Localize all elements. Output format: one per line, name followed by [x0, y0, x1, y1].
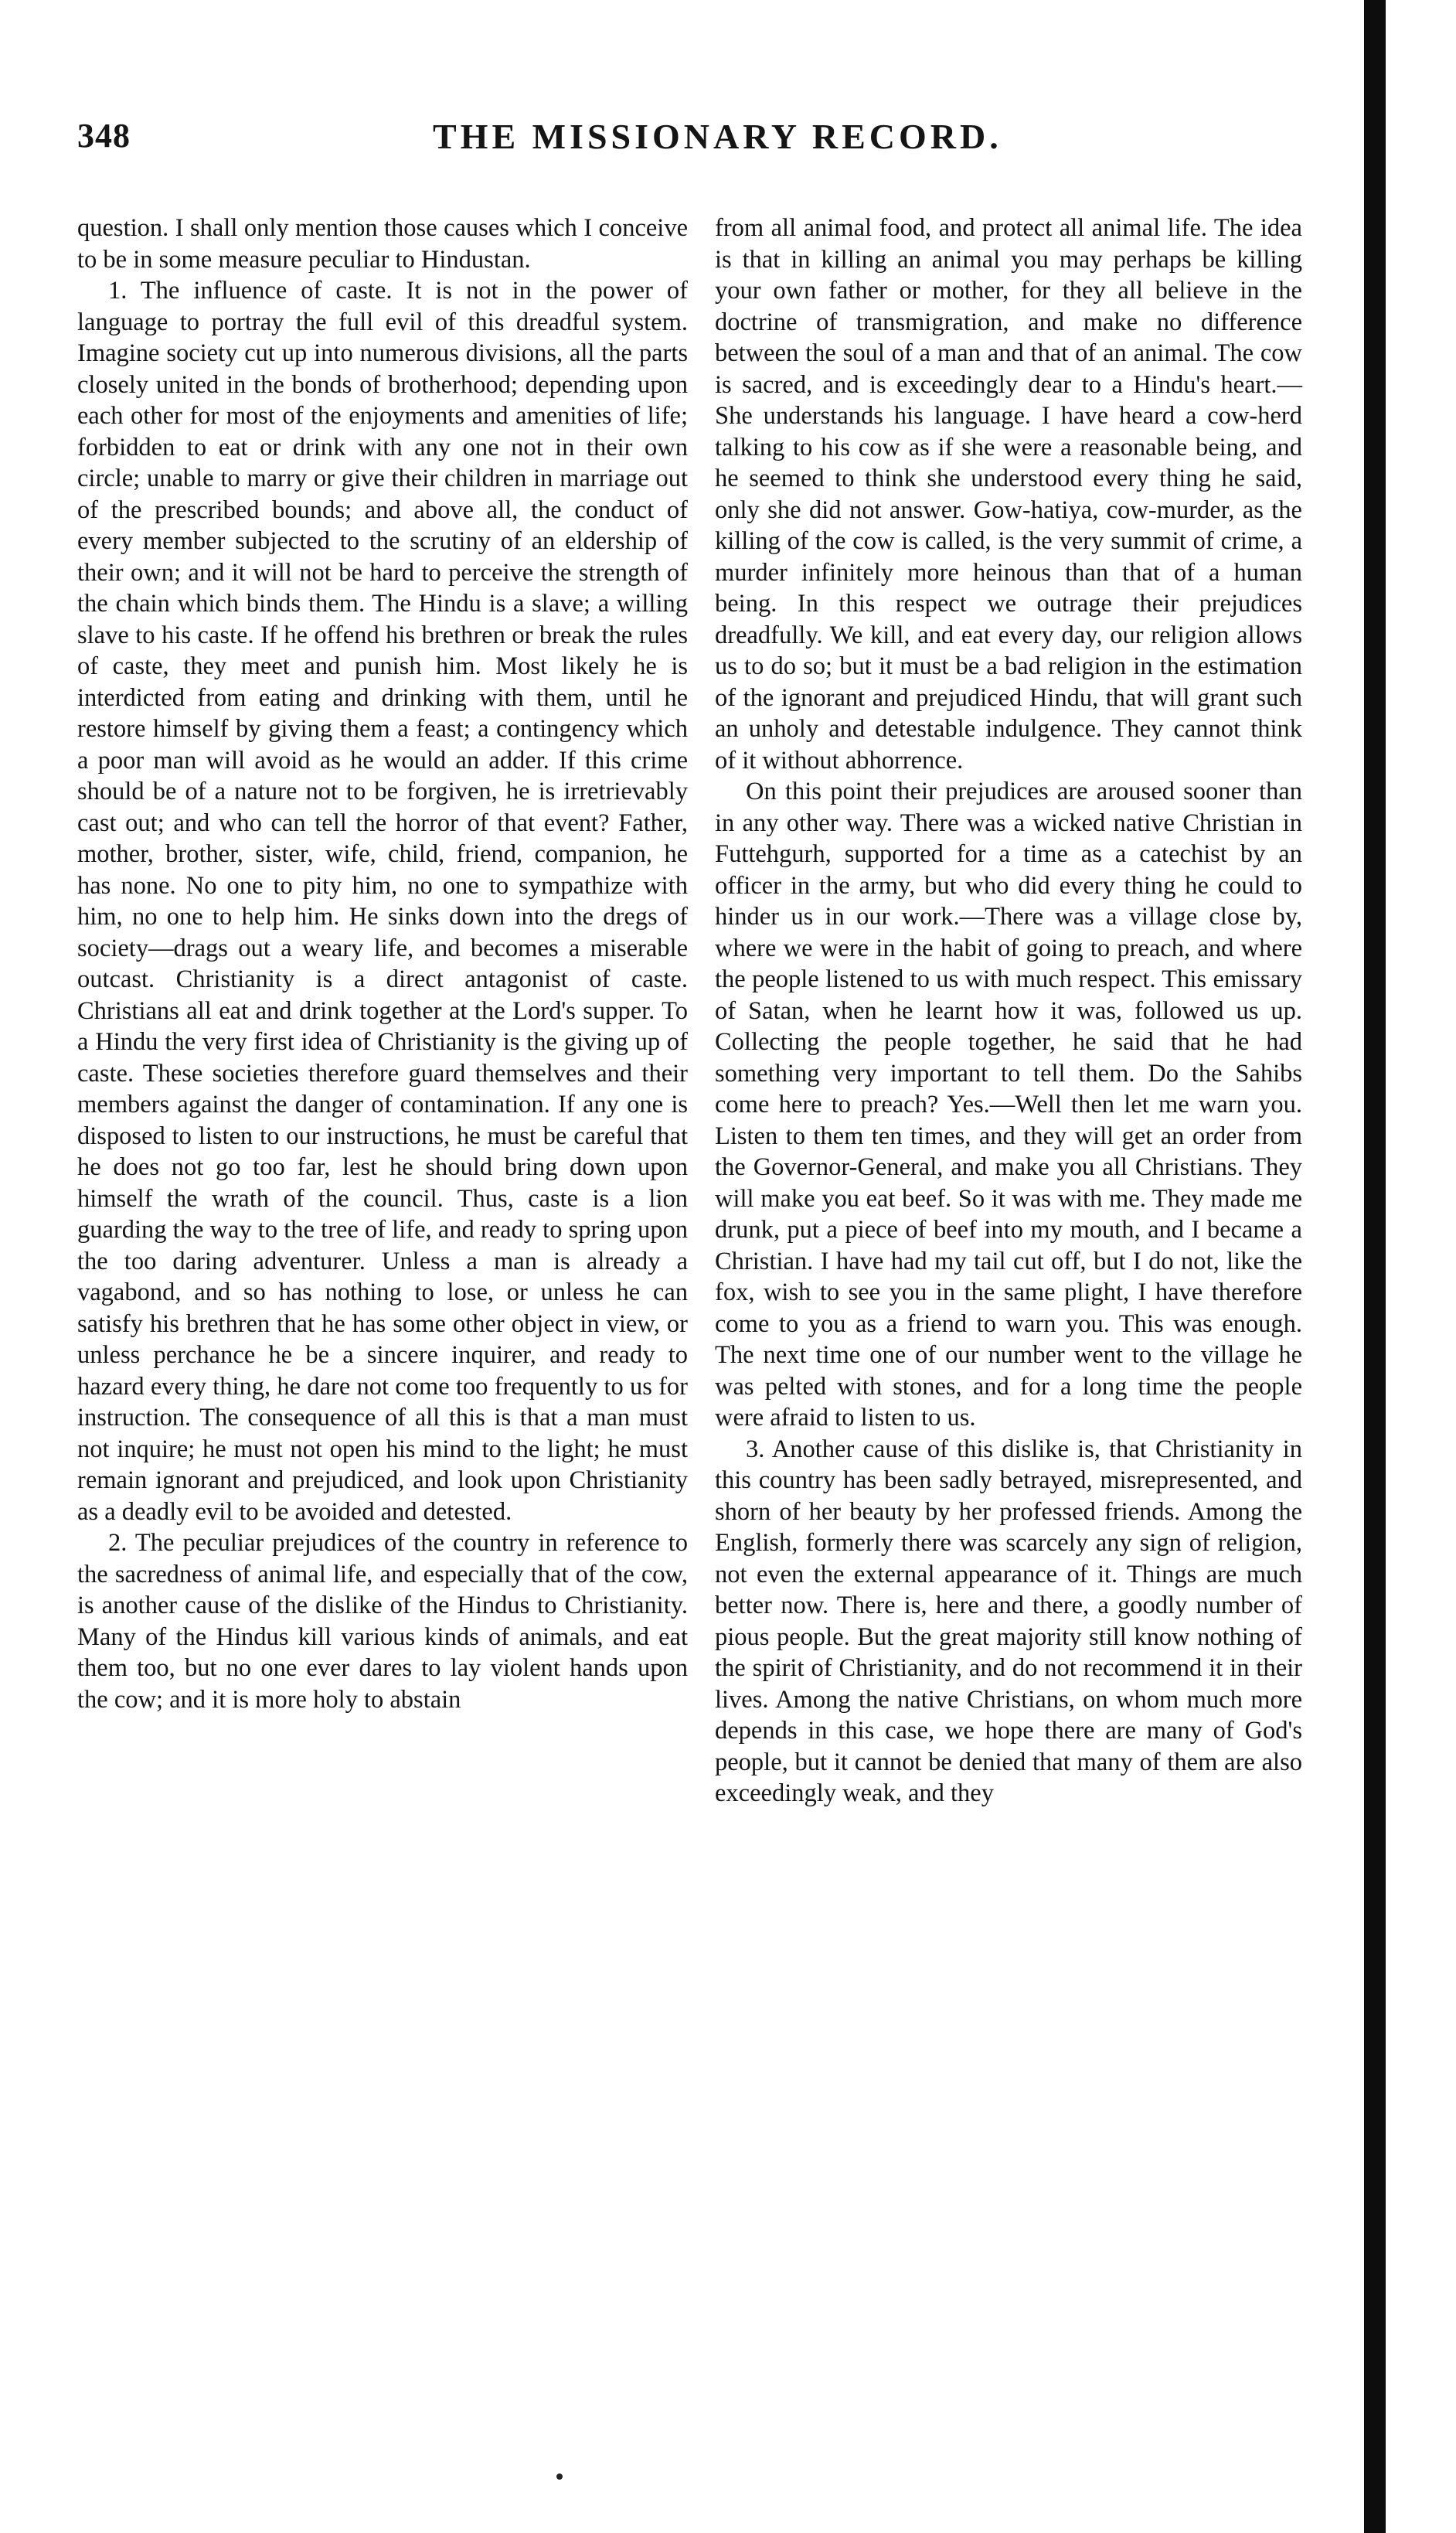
right-paragraph-1: from all animal food, and protect all animal life. The idea is that in killing an animal you may perhaps be killing your own father or mother, for they all believe in the doctrine of transmigration, and make no difference between the soul of a man and that of an animal. The cow is sacred, and is exceedingly dear to a Hindu's heart.—She understands his language. I have heard a cow-herd talking to his cow as if she were a reasonable being, and he seemed to think she understood every thing he said, only she did not answer. Gow-hatiya, cow-murder, as the killing of the cow is called, is the very summit of crime, a murder infinitely more heinous than that of a human being. In this respect we outrage their prejudices dreadfully. We kill, and eat every day, our religion allows us to do so; but it must be a bad religion in the estimation of the ignorant and prejudiced Hindu, that will grant such an unholy and detestable indulgence. They cannot think of it without abhorrence. [715, 214, 1302, 775]
right-paragraph-2: On this point their prejudices are aroused sooner than in any other way. There was a wicked native Christian in Futtehgurh, supported for a time as a catechist by an officer in the army, but who did every thing he could to hinder us in our work.—There was a village close by, where we were in the habit of going to preach, and where the people listened to us with much respect. This emissary of Satan, when he learnt how it was, followed us up. Collecting the people together, he said that he had something very important to tell them. Do the Sahibs come here to preach? Yes.—Well then let me warn you. Listen to them ten times, and they will get an order from the Governor-General, and make you all Christians. They will make you eat beef. So it was with me. They made me drunk, put a piece of beef into my mouth, and I became a Christian. I have had my tail cut off, but I do not, like the fox, wish to see you in the same plight, I have therefore come to you as a friend to warn you. This was enough. The next time one of our number went to the village he was pelted with stones, and for a long time the people were afraid to listen to us. [715, 778, 1302, 1432]
left-paragraph-2: 1. The influence of caste. It is not in the power of language to portray the full evil of this dreadful system. Imagine society cut up into numerous divisions, all the parts closely united in the bonds of brotherhood; depending upon each other for most of the enjoyments and amenities of life; forbidden to eat or drink with any one not in their own circle; unable to marry or give their children in marriage out of the prescribed bounds; and above all, the conduct of every member subjected to the scrutiny of an eldership of their own; and it will not be hard to perceive the strength of the chain which binds them. The Hindu is a slave; a willing slave to his caste. If he offend his brethren or break the rules of caste, they meet and punish him. Most likely he is interdicted from eating and drinking with them, until he restore himself by giving them a feast; a contingency which a poor man will avoid as he would an adder. If this crime should be of a nature not to be forgiven, he is irretrievably cast out; and who can tell the horror of that event? Father, mother, brother, sister, wife, child, friend, companion, he has none. No one to pity him, no one to sympathize with him, no one to help him. He sinks down into the dregs of society—drags out a weary life, and becomes a miserable outcast. Christianity is a direct antagonist of caste. Christians all eat and drink together at the Lord's supper. To a Hindu the very first idea of Christianity is the giving up of caste. These societies therefore guard themselves and their members against the danger of contamination. If any one is disposed to listen to our instructions, he must be careful that he does not go too far, lest he should bring down upon himself the wrath of the council. Thus, caste is a lion guarding the way to the tree of life, and ready to spring upon the too daring adventurer. Unless a man is already a vagabond, and so has nothing to lose, or unless he can satisfy his brethren that he has some other object in view, or unless perchance he be a sincere inquirer, and ready to hazard every thing, he dare not come too frequently to us for instruction. The consequence of all this is that a man must not inquire; he must not open his mind to the light; he must remain ignorant and prejudiced, and look upon Christianity as a deadly evil to be avoided and detested. [77, 277, 688, 1526]
running-title: THE MISSIONARY RECORD. [433, 117, 1002, 156]
page-number: 348 [77, 117, 131, 155]
page-header [77, 116, 1314, 170]
right-paragraph-3: 3. Another cause of this dislike is, that Christianity in this country has been sadly betrayed, misrepresented, and shorn of her beauty by her professed friends. Among the English, formerly there was scarcely any sign of religion, not even the external appearance of it. Things are much better now. There is, here and there, a goodly number of pious people. But the great majority still know nothing of the spirit of Christianity, and do not recommend it in their lives. Among the native Christians, on whom much more depends in this case, we hope there are many of God's people, but it cannot be denied that many of them are also exceedingly weak, and they [715, 1435, 1302, 1807]
right-column [715, 213, 1302, 1810]
ink-speck [556, 2473, 563, 2480]
left-paragraph-3: 2. The peculiar prejudices of the country in reference to the sacredness of animal life, and especially that of the cow, is another cause of the dislike of the Hindus to Christianity. Many of the Hindus kill various kinds of animals, and eat them too, but no one ever dares to lay violent hands upon the cow; and it is more holy to abstain [77, 1529, 688, 1714]
page-edge-shadow [1364, 0, 1386, 2533]
left-paragraph-1: question. I shall only mention those causes which I conceive to be in some measure peculiar to Hindustan. [77, 214, 688, 274]
left-column [77, 213, 688, 1715]
